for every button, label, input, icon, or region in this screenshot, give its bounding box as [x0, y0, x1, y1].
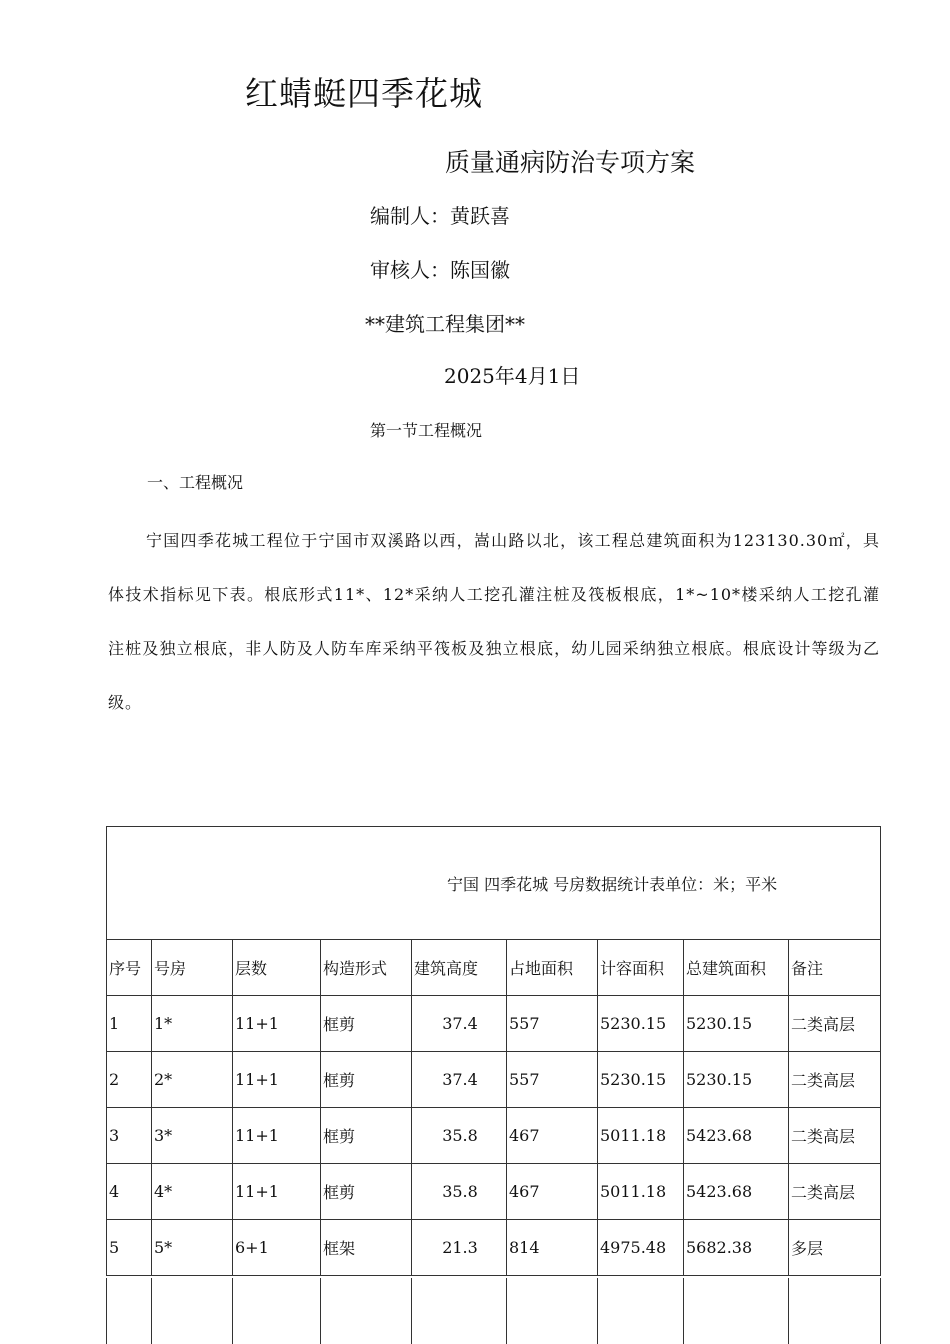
- table-border-continuation: [880, 1278, 881, 1344]
- table-cell: 5: [107, 1220, 152, 1276]
- table-cell: 37.4: [412, 996, 507, 1052]
- table-header-row: [107, 940, 881, 996]
- document-date: 2025年4月1日: [444, 364, 581, 388]
- table-border-continuation: [506, 1278, 507, 1344]
- table-cell: 11+1: [233, 1108, 321, 1164]
- table-caption: 宁国 四季花城 号房数据统计表单位：米；平米: [107, 827, 881, 940]
- table-cell: 2*: [152, 1052, 233, 1108]
- header-cell: 总建筑面积: [684, 940, 789, 996]
- table-caption-row: [107, 827, 881, 940]
- table-cell: 1: [107, 996, 152, 1052]
- table-border-continuation: [683, 1278, 684, 1344]
- document-title: 红蜻蜓四季花城: [245, 74, 483, 113]
- table-row: [107, 1164, 881, 1220]
- table-cell: 5423.68: [684, 1164, 789, 1220]
- table-border-continuation: [411, 1278, 412, 1344]
- table-border-continuation: [597, 1278, 598, 1344]
- table-row: [107, 1108, 881, 1164]
- table-cell: 框架: [321, 1220, 412, 1276]
- table-cell: 467: [507, 1108, 598, 1164]
- table-cell: 5011.18: [598, 1164, 684, 1220]
- table-cell: 35.8: [412, 1108, 507, 1164]
- editor-line: 编制人：黄跃喜: [370, 204, 510, 228]
- header-cell: 层数: [233, 940, 321, 996]
- table-cell: 3*: [152, 1108, 233, 1164]
- table-cell: 4975.48: [598, 1220, 684, 1276]
- table-cell: 2: [107, 1052, 152, 1108]
- table-border-continuation: [106, 1278, 107, 1344]
- table-cell: 二类高层: [789, 1108, 881, 1164]
- table-cell: 二类高层: [789, 1164, 881, 1220]
- table-cell: 814: [507, 1220, 598, 1276]
- table-cell: 37.4: [412, 1052, 507, 1108]
- table-cell: 5230.15: [598, 996, 684, 1052]
- header-cell: 序号: [107, 940, 152, 996]
- table-cell: 11+1: [233, 996, 321, 1052]
- header-cell: 构造形式: [321, 940, 412, 996]
- table-cell: 5*: [152, 1220, 233, 1276]
- table-border-continuation: [320, 1278, 321, 1344]
- table-cell: 21.3: [412, 1220, 507, 1276]
- header-cell: 计容面积: [598, 940, 684, 996]
- table-cell: 3: [107, 1108, 152, 1164]
- table-cell: 框剪: [321, 1052, 412, 1108]
- table-cell: 5230.15: [684, 1052, 789, 1108]
- document-subtitle: 质量通病防治专项方案: [445, 148, 696, 177]
- table-cell: 4*: [152, 1164, 233, 1220]
- table-cell: 5682.38: [684, 1220, 789, 1276]
- table-cell: 1*: [152, 996, 233, 1052]
- header-cell: 建筑高度: [412, 940, 507, 996]
- table-cell: 467: [507, 1164, 598, 1220]
- table-cell: 二类高层: [789, 1052, 881, 1108]
- table-cell: 557: [507, 996, 598, 1052]
- table-cell: 4: [107, 1164, 152, 1220]
- reviewer-line: 审核人：陈国徽: [370, 258, 510, 282]
- header-cell: 号房: [152, 940, 233, 996]
- table-cell: 二类高层: [789, 996, 881, 1052]
- intro-paragraph: 宁国四季花城工程位于宁国市双溪路以西，嵩山路以北，该工程总建筑面积为123130.30㎡，具体技术指标见下表。根底形式11*、12*采纳人工挖孔灌注桩及筏板根底，1*~10*楼采纳人工挖孔灌注桩及独立根底，非人防及人防车库采纳平筏板及独立根底，幼儿园采纳独立根底。根底设计等级为乙级。: [108, 531, 880, 712]
- table-border-continuation: [788, 1278, 789, 1344]
- header-cell: 占地面积: [507, 940, 598, 996]
- table-border-continuation: [232, 1278, 233, 1344]
- table-cell: 6+1: [233, 1220, 321, 1276]
- header-cell: 备注: [789, 940, 881, 996]
- section-heading: 第一节工程概况: [370, 421, 483, 440]
- building-data-table: [106, 826, 881, 1276]
- table-cell: 5230.15: [598, 1052, 684, 1108]
- table-row: [107, 1052, 881, 1108]
- table-cell: 框剪: [321, 1164, 412, 1220]
- table-cell: 35.8: [412, 1164, 507, 1220]
- table-row: [107, 1220, 881, 1276]
- table-cell: 框剪: [321, 996, 412, 1052]
- table-row: [107, 996, 881, 1052]
- table-cell: 11+1: [233, 1164, 321, 1220]
- table-border-continuation: [151, 1278, 152, 1344]
- table-cell: 11+1: [233, 1052, 321, 1108]
- table-cell: 5011.18: [598, 1108, 684, 1164]
- table-cell: 框剪: [321, 1108, 412, 1164]
- table-cell: 557: [507, 1052, 598, 1108]
- subsection-heading: 一、工程概况: [147, 473, 244, 492]
- table-cell: 5423.68: [684, 1108, 789, 1164]
- table-cell: 5230.15: [684, 996, 789, 1052]
- company-name: **建筑工程集团**: [365, 312, 525, 336]
- table-cell: 多层: [789, 1220, 881, 1276]
